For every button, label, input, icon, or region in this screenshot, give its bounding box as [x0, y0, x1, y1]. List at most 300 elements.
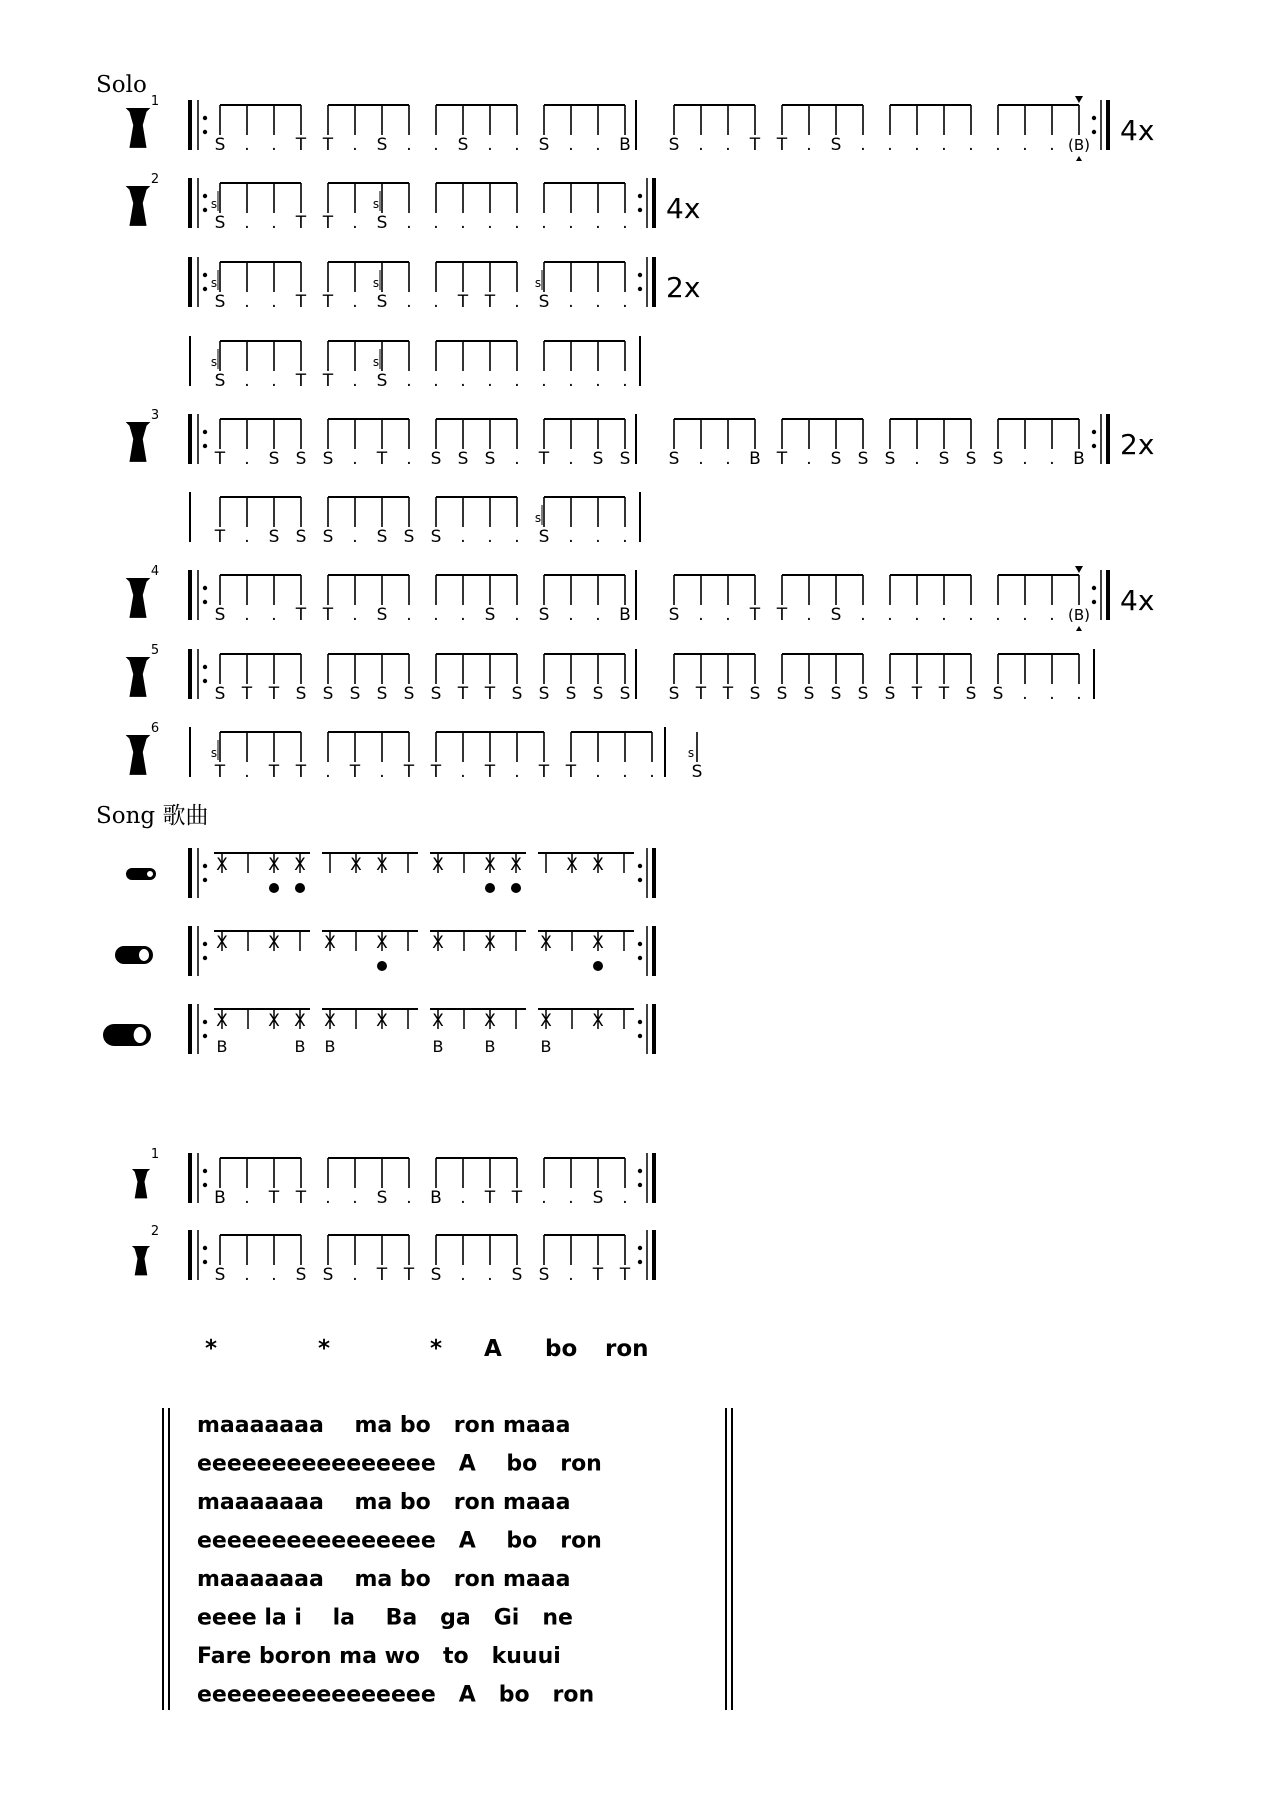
repeat-dot — [1092, 116, 1096, 120]
note-S: S — [511, 1265, 523, 1285]
note-S: S — [484, 449, 496, 469]
note-S: S — [295, 1265, 307, 1285]
note-S: S — [322, 1265, 334, 1285]
lyric-line: maaaaaaa ma bo ron maaa — [197, 1413, 571, 1438]
drum-hit — [295, 883, 305, 893]
note-B: B — [484, 1037, 496, 1056]
note-S: S — [538, 684, 550, 704]
note-rest: . — [622, 371, 628, 391]
note-S: S — [619, 449, 631, 469]
note-S: S — [376, 1188, 388, 1208]
note-rest: . — [244, 292, 250, 312]
flam-grace-note: s — [687, 746, 695, 760]
row-number: 6 — [150, 721, 160, 736]
note-T: T — [430, 762, 442, 782]
flam-grace-note: s — [210, 197, 218, 211]
note-T: T — [749, 135, 761, 155]
note-rest: . — [244, 135, 250, 155]
lyric-intro-word: * — [205, 1336, 218, 1362]
drum-hit — [377, 961, 387, 971]
bell-hit: X — [324, 933, 336, 953]
note-T: T — [511, 1188, 523, 1208]
bell-hit: X — [540, 1011, 552, 1031]
repeat-dot — [1092, 444, 1096, 448]
flam-grace-note: s — [210, 746, 218, 760]
note-rest: . — [514, 605, 520, 625]
note-rest: . — [568, 527, 574, 547]
note-T: T — [776, 605, 788, 625]
note-S: S — [884, 684, 896, 704]
drum-hit — [511, 883, 521, 893]
djembe-icon — [132, 1169, 150, 1198]
repeat-dot — [203, 1260, 207, 1264]
note-T: T — [295, 605, 307, 625]
djembe-icon — [126, 735, 151, 775]
note-S: S — [295, 684, 307, 704]
row-number: 2 — [150, 172, 160, 187]
note-S: S — [376, 371, 388, 391]
note-rest: . — [514, 292, 520, 312]
note-rest: . — [487, 527, 493, 547]
bell-hit: X — [376, 933, 388, 953]
note-rest: . — [622, 213, 628, 233]
accent-marker — [1075, 96, 1083, 103]
accent-marker — [1075, 566, 1083, 573]
note-T: T — [322, 213, 334, 233]
note-S: S — [322, 684, 334, 704]
lyric-intro-word: ron — [605, 1336, 649, 1362]
note-rest: . — [460, 1265, 466, 1285]
note-B: B — [294, 1037, 306, 1056]
bell-hit: X — [376, 1011, 388, 1031]
note-rest: . — [806, 605, 812, 625]
note-rest: . — [406, 135, 412, 155]
note-rest: . — [541, 371, 547, 391]
note-(B): (B) — [1068, 136, 1090, 154]
bell-hit: X — [216, 933, 228, 953]
bell-hit: X — [268, 855, 280, 875]
note-B: B — [619, 135, 631, 155]
note-T: T — [295, 135, 307, 155]
note-T: T — [214, 762, 226, 782]
note-S: S — [668, 605, 680, 625]
lyric-intro-word: * — [430, 1336, 443, 1362]
repeat-dot — [638, 1246, 642, 1250]
note-T: T — [484, 762, 496, 782]
note-rest: . — [568, 135, 574, 155]
note-S: S — [592, 684, 604, 704]
note-S: S — [668, 449, 680, 469]
note-S: S — [830, 135, 842, 155]
note-S: S — [403, 527, 415, 547]
note-T: T — [722, 684, 734, 704]
note-T: T — [322, 371, 334, 391]
note-rest: . — [622, 292, 628, 312]
repeat-dot — [638, 287, 642, 291]
note-S: S — [214, 371, 226, 391]
repeat-dot — [638, 864, 642, 868]
dundunba-icon-head — [133, 1026, 148, 1044]
note-S: S — [668, 684, 680, 704]
note-T: T — [214, 449, 226, 469]
repeat-count: 2x — [1120, 428, 1155, 461]
note-rest: . — [860, 605, 866, 625]
note-rest: . — [325, 1188, 331, 1208]
note-rest: . — [568, 449, 574, 469]
note-S: S — [457, 449, 469, 469]
note-T: T — [322, 605, 334, 625]
note-T: T — [592, 1265, 604, 1285]
note-rest: . — [968, 605, 974, 625]
note-rest: . — [433, 213, 439, 233]
note-S: S — [214, 213, 226, 233]
lyric-line: eeeeeeeeeeeeeeee A bo ron — [197, 1528, 602, 1554]
note-S: S — [668, 135, 680, 155]
note-rest: . — [460, 762, 466, 782]
drum-hit — [485, 883, 495, 893]
note-rest: . — [406, 1188, 412, 1208]
note-rest: . — [1049, 605, 1055, 625]
note-S: S — [538, 527, 550, 547]
bell-hit: X — [510, 855, 522, 875]
note-rest: . — [1049, 449, 1055, 469]
repeat-dot — [203, 864, 207, 868]
bell-hit: X — [268, 933, 280, 953]
note-rest: . — [622, 1188, 628, 1208]
note-S: S — [884, 449, 896, 469]
note-S: S — [322, 527, 334, 547]
djembe-icon — [126, 657, 151, 697]
accent-marker — [1076, 156, 1082, 161]
note-S: S — [691, 762, 703, 782]
note-rest: . — [806, 135, 812, 155]
lyric-line: maaaaaaa ma bo ron maaa — [197, 1490, 571, 1515]
note-rest: . — [244, 527, 250, 547]
note-rest: . — [622, 527, 628, 547]
note-S: S — [376, 684, 388, 704]
note-rest: . — [622, 762, 628, 782]
note-S: S — [322, 449, 334, 469]
note-rest: . — [1022, 135, 1028, 155]
djembe-icon — [126, 186, 151, 226]
note-S: S — [592, 449, 604, 469]
row-number: 1 — [150, 94, 160, 109]
note-rest: . — [271, 1265, 277, 1285]
note-rest: . — [406, 292, 412, 312]
note-rest: . — [433, 292, 439, 312]
bell-hit: X — [566, 855, 578, 875]
repeat-dot — [638, 1020, 642, 1024]
note-rest: . — [271, 292, 277, 312]
note-B: B — [619, 605, 631, 625]
repeat-count: 4x — [1120, 584, 1155, 617]
flam-grace-note: s — [534, 276, 542, 290]
note-rest: . — [914, 449, 920, 469]
row-number: 5 — [150, 643, 160, 658]
note-S: S — [992, 684, 1004, 704]
note-S: S — [214, 605, 226, 625]
lyric-line: eeeeeeeeeeeeeeee A bo ron — [197, 1682, 595, 1708]
note-rest: . — [914, 605, 920, 625]
djembe-icon — [132, 1246, 150, 1275]
note-S: S — [619, 684, 631, 704]
note-rest: . — [1076, 684, 1082, 704]
repeat-count: 4x — [1120, 114, 1155, 147]
note-rest: . — [406, 605, 412, 625]
note-rest: . — [595, 213, 601, 233]
note-T: T — [538, 449, 550, 469]
note-rest: . — [487, 135, 493, 155]
note-rest: . — [244, 371, 250, 391]
note-S: S — [430, 449, 442, 469]
note-rest: . — [487, 213, 493, 233]
note-T: T — [295, 292, 307, 312]
lyrics-box — [160, 1395, 730, 1695]
note-rest: . — [595, 371, 601, 391]
note-rest: . — [1022, 605, 1028, 625]
note-T: T — [295, 1188, 307, 1208]
repeat-dot — [203, 1169, 207, 1173]
note-rest: . — [541, 213, 547, 233]
note-rest: . — [514, 449, 520, 469]
note-S: S — [538, 135, 550, 155]
note-T: T — [484, 684, 496, 704]
note-rest: . — [352, 135, 358, 155]
repeat-count: 4x — [666, 192, 701, 225]
repeat-dot — [203, 600, 207, 604]
note-rest: . — [860, 135, 866, 155]
note-S: S — [430, 527, 442, 547]
note-rest: . — [352, 527, 358, 547]
note-S: S — [430, 1265, 442, 1285]
bell-hit: X — [376, 855, 388, 875]
note-T: T — [403, 1265, 415, 1285]
note-S: S — [538, 292, 550, 312]
note-T: T — [268, 762, 280, 782]
note-rest: . — [914, 135, 920, 155]
note-S: S — [992, 449, 1004, 469]
note-rest: . — [887, 135, 893, 155]
note-T: T — [457, 292, 469, 312]
note-rest: . — [887, 605, 893, 625]
note-T: T — [403, 762, 415, 782]
repeat-dot — [203, 116, 207, 120]
repeat-dot — [638, 956, 642, 960]
note-T: T — [214, 527, 226, 547]
row-number: 4 — [150, 564, 160, 579]
note-rest: . — [271, 213, 277, 233]
note-T: T — [565, 762, 577, 782]
flam-grace-note: s — [372, 355, 380, 369]
note-rest: . — [541, 1188, 547, 1208]
repeat-dot — [1092, 130, 1096, 134]
note-T: T — [322, 135, 334, 155]
note-S: S — [376, 605, 388, 625]
bell-hit: X — [294, 1011, 306, 1031]
repeat-dot — [638, 1260, 642, 1264]
note-T: T — [349, 762, 361, 782]
note-rest: . — [244, 762, 250, 782]
repeat-dot — [203, 130, 207, 134]
flam-grace-note: s — [534, 511, 542, 525]
lyric-intro-word: bo — [545, 1336, 578, 1362]
note-T: T — [322, 292, 334, 312]
note-T: T — [484, 1188, 496, 1208]
note-S: S — [214, 684, 226, 704]
note-rest: . — [352, 605, 358, 625]
note-S: S — [938, 449, 950, 469]
note-rest: . — [406, 449, 412, 469]
note-S: S — [214, 1265, 226, 1285]
lyric-line: Fare boron ma wo to kuuui — [197, 1644, 561, 1669]
bell-hit: X — [540, 933, 552, 953]
note-S: S — [511, 684, 523, 704]
repeat-dot — [638, 1183, 642, 1187]
note-S: S — [776, 684, 788, 704]
repeat-dot — [1092, 430, 1096, 434]
note-rest: . — [406, 371, 412, 391]
note-S: S — [538, 605, 550, 625]
note-S: S — [749, 684, 761, 704]
note-B: B — [214, 1188, 226, 1208]
note-rest: . — [649, 762, 655, 782]
note-S: S — [268, 449, 280, 469]
note-S: S — [376, 527, 388, 547]
repeat-dot — [203, 287, 207, 291]
note-rest: . — [1022, 449, 1028, 469]
note-T: T — [295, 762, 307, 782]
lyric-line: eeee la i la Ba ga Gi ne — [197, 1605, 573, 1631]
bell-hit: X — [324, 1011, 336, 1031]
bell-hit: X — [432, 933, 444, 953]
note-rest: . — [244, 605, 250, 625]
note-rest: . — [514, 135, 520, 155]
solo-title: Solo — [96, 72, 147, 98]
note-rest: . — [595, 292, 601, 312]
note-rest: . — [271, 605, 277, 625]
bell-hit: X — [350, 855, 362, 875]
bell-hit: X — [484, 855, 496, 875]
note-rest: . — [460, 213, 466, 233]
note-rest: . — [352, 1265, 358, 1285]
repeat-dot — [203, 273, 207, 277]
note-S: S — [803, 684, 815, 704]
note-rest: . — [460, 1188, 466, 1208]
note-T: T — [295, 213, 307, 233]
note-rest: . — [698, 135, 704, 155]
note-rest: . — [352, 449, 358, 469]
note-S: S — [376, 292, 388, 312]
repeat-dot — [203, 430, 207, 434]
note-rest: . — [568, 213, 574, 233]
repeat-dot — [203, 878, 207, 882]
note-rest: . — [1049, 135, 1055, 155]
note-rest: . — [595, 605, 601, 625]
bell-hit: X — [216, 1011, 228, 1031]
note-rest: . — [352, 292, 358, 312]
note-B: B — [432, 1037, 444, 1056]
note-S: S — [268, 527, 280, 547]
repeat-dot — [203, 194, 207, 198]
note-T: T — [268, 684, 280, 704]
note-(B): (B) — [1068, 606, 1090, 624]
note-S: S — [295, 449, 307, 469]
note-rest: . — [244, 449, 250, 469]
note-T: T — [268, 1188, 280, 1208]
bell-hit: X — [268, 1011, 280, 1031]
note-S: S — [830, 684, 842, 704]
note-rest: . — [568, 1265, 574, 1285]
note-S: S — [857, 449, 869, 469]
note-S: S — [349, 684, 361, 704]
note-T: T — [484, 292, 496, 312]
note-rest: . — [460, 371, 466, 391]
repeat-dot — [638, 878, 642, 882]
note-S: S — [484, 605, 496, 625]
lyric-intro-word: A — [484, 1336, 502, 1362]
note-rest: . — [568, 292, 574, 312]
repeat-dot — [638, 194, 642, 198]
note-rest: . — [698, 449, 704, 469]
sangban-icon-head — [138, 948, 150, 962]
note-rest: . — [325, 762, 331, 782]
note-T: T — [241, 684, 253, 704]
bell-hit: X — [592, 933, 604, 953]
repeat-dot — [1092, 600, 1096, 604]
repeat-dot — [638, 208, 642, 212]
note-S: S — [565, 684, 577, 704]
note-T: T — [295, 371, 307, 391]
drum-hit — [593, 961, 603, 971]
repeat-dot — [203, 1183, 207, 1187]
bell-hit: X — [294, 855, 306, 875]
note-T: T — [457, 684, 469, 704]
row-number: 3 — [150, 408, 160, 423]
note-S: S — [403, 684, 415, 704]
repeat-dot — [203, 208, 207, 212]
note-B: B — [1073, 449, 1085, 469]
bell-hit: X — [484, 933, 496, 953]
bell-hit: X — [432, 1011, 444, 1031]
note-B: B — [216, 1037, 228, 1056]
note-rest: . — [514, 371, 520, 391]
note-T: T — [938, 684, 950, 704]
repeat-dot — [203, 956, 207, 960]
note-rest: . — [514, 527, 520, 547]
note-rest: . — [352, 1188, 358, 1208]
note-rest: . — [725, 449, 731, 469]
note-rest: . — [941, 605, 947, 625]
repeat-dot — [1092, 586, 1096, 590]
note-S: S — [830, 605, 842, 625]
repeat-dot — [203, 444, 207, 448]
repeat-dot — [203, 942, 207, 946]
note-rest: . — [460, 527, 466, 547]
note-T: T — [376, 449, 388, 469]
note-rest: . — [806, 449, 812, 469]
accent-marker — [1076, 626, 1082, 631]
repeat-dot — [203, 1034, 207, 1038]
note-S: S — [376, 213, 388, 233]
note-rest: . — [514, 762, 520, 782]
repeat-dot — [203, 679, 207, 683]
bell-hit: X — [592, 855, 604, 875]
bell-hit: X — [592, 1011, 604, 1031]
note-S: S — [965, 449, 977, 469]
note-rest: . — [244, 213, 250, 233]
repeat-dot — [203, 665, 207, 669]
flam-grace-note: s — [372, 276, 380, 290]
